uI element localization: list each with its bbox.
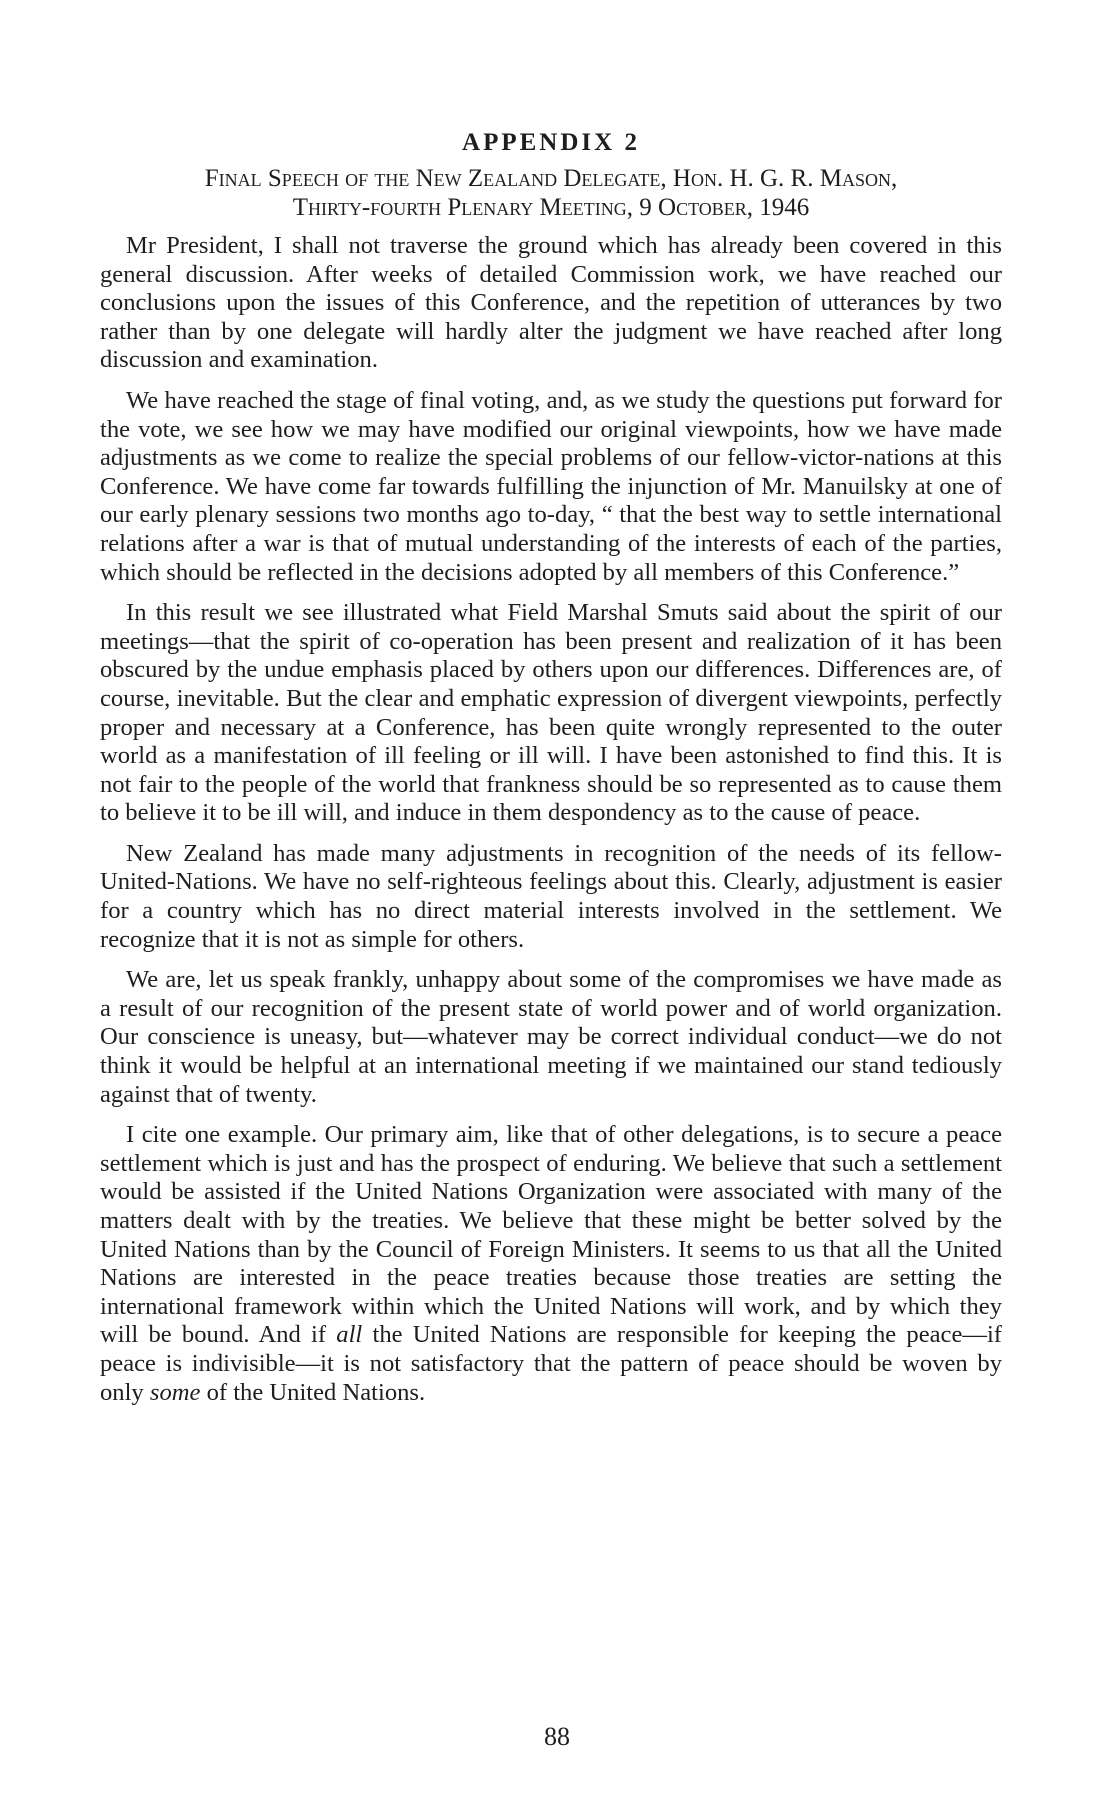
body-paragraph-4: New Zealand has made many adjustments in recognition of the needs of its fellow-United-Nations. We have no self-righteous feelings about this. Clearly, adjustment is easier for a country which has no direct material interests involved in the settlement. We recognize that it is not as simple for others.	[100, 839, 1002, 953]
paragraph-6-part-1: I cite one example. Our primary aim, like that of other delegations, is to secure a peace settlement which is just and has the prospect of enduring. We believe that such a settlement would be assisted if the United Nations Organization were associated with many of the matters dealt with by the treaties. We believe that these might be better solved by the United Nations than by the Council of Foreign Ministers. It seems to us that all the United Nations are interested in the peace treaties because those treaties are setting the international framework within which the United Nations will work, and by which they will be bound. And if	[100, 1121, 1002, 1349]
body-paragraph-1: Mr President, I shall not traverse the ground which has already been covered in this general discussion. After weeks of detailed Commission work, we have reached our conclusions upon the issues of this Conference, and the repetition of utterances by two rather than by one delegate will hardly alter the judgment we have reached after long discussion and examination.	[100, 232, 1002, 374]
subheading-line-2: Thirty-fourth Plenary Meeting, 9 October, 1946	[292, 194, 810, 221]
speech-subheading	[100, 164, 1002, 222]
body-paragraph-3: In this result we see illustrated what Field Marshal Smuts said about the spirit of our meetings—that the spirit of co-operation has been present and realization of it has been obscured by the undue emphasis placed by others upon our differences. Differences are, of course, inevitable. But the clear and emphatic expression of divergent viewpoints, perfectly proper and necessary at a Conference, has been quite wrongly represented to the outer world as a manifestation of ill feeling or ill will. I have been astonished to find this. It is not fair to the people of the world that frankness should be so represented as to cause them to believe it to be ill will, and induce in them despondency as to the cause of peace.	[100, 599, 1002, 827]
subheading-line-1: Final Speech of the New Zealand Delegate, Hon. H. G. R. Mason,	[204, 165, 898, 192]
appendix-heading: APPENDIX 2	[462, 129, 640, 156]
paragraph-6-part-3: of the United Nations.	[200, 1378, 426, 1406]
emphasis-some: some	[149, 1378, 201, 1406]
emphasis-all: all	[336, 1321, 363, 1349]
paragraph-6-part-2: the United Nations are responsible for keeping the peace—if peace is indivisible—it is not satisfactory that the pattern of peace should be woven by only	[100, 1321, 1002, 1406]
body-paragraph-6	[100, 1121, 1002, 1407]
body-paragraph-5: We are, let us speak frankly, unhappy about some of the compromises we have made as a result of our recognition of the present state of world power and of world organization. Our conscience is uneasy, but—whatever may be correct individual conduct—we do not think it would be helpful at an international meeting if we maintained our stand tediously against that of twenty.	[100, 966, 1002, 1108]
body-paragraph-2: We have reached the stage of final voting, and, as we study the questions put forward for the vote, we see how we may have modified our original viewpoints, how we have made adjustments as we come to realize the special problems of our fellow-victor-nations at this Conference. We have come far towards fulfilling the injunction of Mr. Manuilsky at one of our early plenary sessions two months ago to-day, “ that the best way to settle international relations after a war is that of mutual understanding of the interests of each of the parties, which should be reflected in the decisions adopted by all members of this Conference.”	[100, 386, 1002, 586]
document-page	[100, 128, 1002, 1688]
page-number: 88	[544, 1722, 570, 1751]
